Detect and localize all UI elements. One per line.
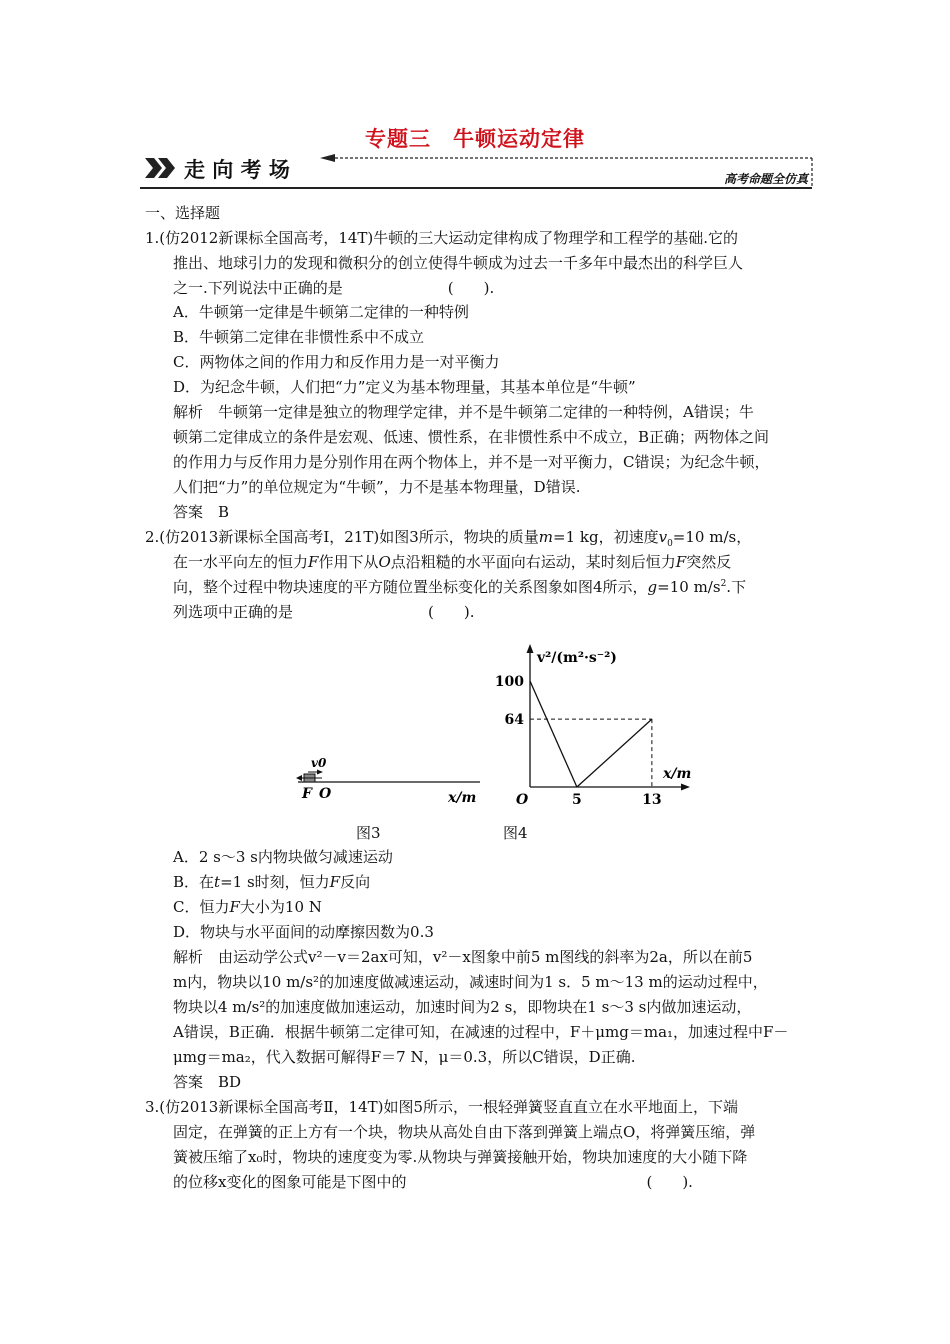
q1-solution-3: 的作用力与反作用力是分别作用在两个物体上，并不是一对平衡力，C错误；为纪念牛顿， xyxy=(173,453,770,471)
q2-line1: 2.(仿2013新课标全国高考Ⅰ，21T)如图3所示，物块的质量m=1 kg，初速度$v_0=10$ m/s， xyxy=(145,528,752,549)
fig3-x-label: x/m xyxy=(448,790,477,806)
q1-option-d: D．为纪念牛顿，人们把“力”定义为基本物理量，其基本单位是“牛顿” xyxy=(173,378,636,396)
section-banner xyxy=(140,150,820,192)
x-tick-label: 5 xyxy=(572,792,582,805)
q2-solution-4: A错误，B正确．根据牛顿第二定律可知，在减速的过程中，F＋μmg＝ma₁，加速过程中F－ xyxy=(173,1023,789,1041)
q2-answer: 答案 BD xyxy=(173,1073,242,1091)
q3-line4: 的位移x变化的图象可能是下图中的 ( ). xyxy=(173,1173,693,1191)
figure-4-chart xyxy=(490,640,700,805)
q2-option-d: D．物块与水平面间的动摩擦因数为0.3 xyxy=(173,923,434,941)
q2-line4: 列选项中正确的是 ( ). xyxy=(173,603,475,621)
x-tick-label: O xyxy=(516,792,529,805)
fig3-f-label: F xyxy=(302,786,312,802)
q1-solution-1: 解析 牛顿第一定律是独立的物理学定律，并不是牛顿第二定律的一种特例，A错误；牛 xyxy=(173,403,754,421)
q2-option-c: C．恒力F大小为10 N xyxy=(173,898,322,916)
q2-option-b: B．在t=1 s时刻，恒力F反向 xyxy=(173,873,371,891)
y-tick-label: 100 xyxy=(494,674,524,690)
fig4-caption: 图4 xyxy=(503,824,528,842)
q1-option-a: A．牛顿第一定律是牛顿第二定律的一种特例 xyxy=(173,303,469,321)
y-axis-label: v²/(m²·s⁻²) xyxy=(537,650,617,666)
q3-line1: 3.(仿2013新课标全国高考Ⅱ，14T)如图5所示，一根轻弹簧竖直直立在水平地面上，下端 xyxy=(145,1098,739,1116)
y-tick-label: 64 xyxy=(504,712,524,729)
figure-3 xyxy=(290,750,490,810)
fig3-origin-label: O xyxy=(319,786,332,802)
q1-solution-2: 顿第二定律成立的条件是宏观、低速、惯性系，在非惯性系中不成立，B正确；两物体之间 xyxy=(173,428,770,446)
x-axis-label: x/m xyxy=(663,766,692,782)
banner-tag: 高考命题全仿真 xyxy=(723,172,808,186)
q2-solution-2: m内，物块以10 m/s²的加速度做减速运动，减速时间为1 s．5 m～13 m的运动过程中， xyxy=(173,973,768,991)
fig3-v0-label: v0 xyxy=(311,756,327,770)
q1-solution-4: 人们把“力”的单位规定为“牛顿”，力不是基本物理量，D错误. xyxy=(173,478,581,496)
q3-line2: 固定，在弹簧的正上方有一个块，物块从高处自由下落到弹簧上端点O，将弹簧压缩，弹 xyxy=(173,1123,756,1141)
series-segment xyxy=(530,681,577,787)
x-axis-arrow xyxy=(681,784,690,791)
q2-option-a: A．2 s～3 s内物块做匀减速运动 xyxy=(173,848,393,866)
q2-line2: 在一水平向左的恒力F作用下从O点沿粗糙的水平面向右运动，某时刻后恒力F突然反 xyxy=(173,553,732,571)
x-tick-label: 13 xyxy=(642,792,662,805)
page-title: 专题三 牛顿运动定律 xyxy=(365,127,585,151)
chevron-icon xyxy=(145,158,175,178)
fig3-caption: 图3 xyxy=(356,824,381,842)
q3-line3: 簧被压缩了x₀时，物块的速度变为零.从物块与弹簧接触开始，物块加速度的大小随下降 xyxy=(173,1148,748,1166)
q2-solution-3: 物块以4 m/s²的加速度做加速运动，加速时间为2 s，即物块在1 s～3 s内做加速运动， xyxy=(173,998,752,1016)
banner-label: 走 向 考 场 xyxy=(184,158,290,182)
q1-line3: 之一.下列说法中正确的是 ( ). xyxy=(173,279,495,297)
q1-line1: 1.(仿2012新课标全国高考，14T)牛顿的三大运动定律构成了物理学和工程学的基础.它的 xyxy=(145,229,739,247)
q1-option-c: C．两物体之间的作用力和反作用力是一对平衡力 xyxy=(173,353,500,371)
q1-line2: 推出、地球引力的发现和微积分的创立使得牛顿成为过去一千多年中最杰出的科学巨人 xyxy=(173,254,744,272)
q2-solution-1: 解析 由运动学公式v²－v＝2ax可知，v²－x图象中前5 m图线的斜率为2a，所以在前5 xyxy=(173,948,753,966)
q1-answer: 答案 B xyxy=(173,503,230,521)
q2-line3: 向，整个过程中物块速度的平方随位置坐标变化的关系图象如图4所示，g=10 $m/s^2$.下 xyxy=(173,578,747,596)
section-heading: 一、选择题 xyxy=(145,204,221,222)
series-segment xyxy=(577,719,652,787)
q2-solution-5: μmg＝ma₂，代入数据可解得F＝7 N，μ＝0.3，所以C错误，D正确. xyxy=(173,1048,636,1066)
q1-option-b: B．牛顿第二定律在非惯性系中不成立 xyxy=(173,328,425,346)
y-axis-arrow xyxy=(527,644,534,653)
